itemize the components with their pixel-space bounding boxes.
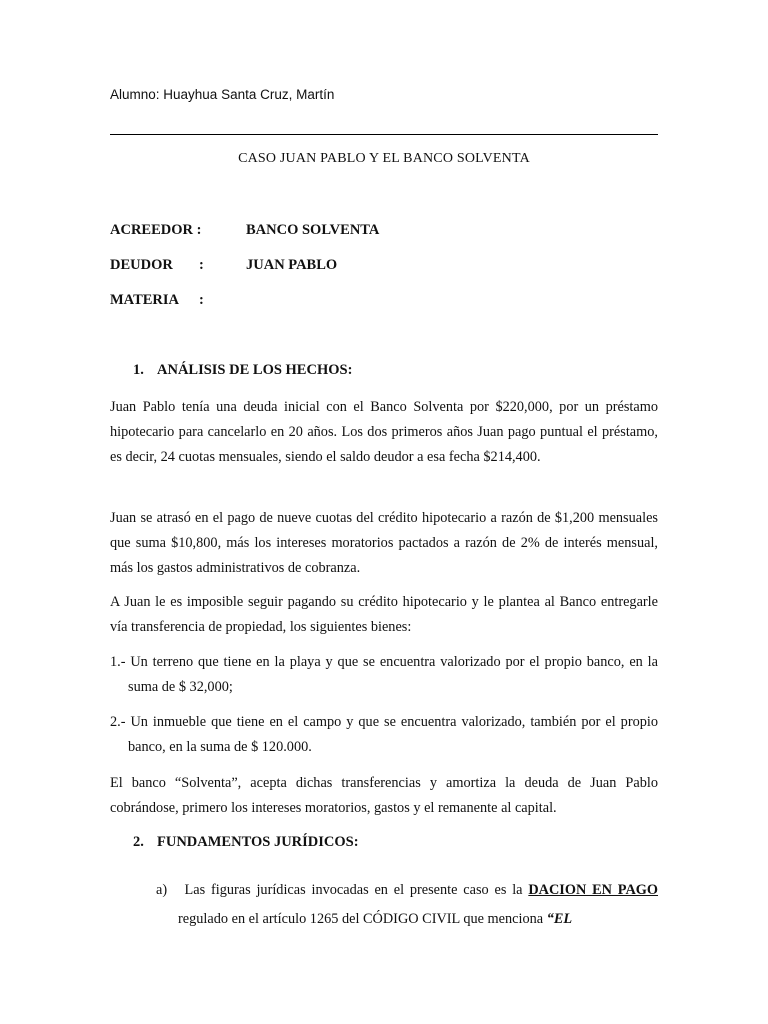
section-heading-2	[133, 834, 359, 851]
list-item: 1.- Un terreno que tiene en la playa y que se encuentra valorizado por el propio banco, en la suma de $ 32,000;	[110, 654, 658, 695]
field-label: DEUDOR	[110, 257, 173, 273]
paragraph: Juan Pablo tenía una deuda inicial con el Banco Solventa por $220,000, por un préstamo hipotecario para cancelarlo en 20 años. Los dos primeros años Juan pago puntual el préstamo, es decir, 24 cuotas mensuales, siendo el saldo deudor a esa fecha $214,400.	[110, 399, 658, 465]
section-number: 1.	[133, 362, 144, 378]
section-title: ANÁLISIS DE LOS HECHOS:	[157, 362, 353, 378]
field-separator: :	[199, 292, 204, 308]
section-heading-1	[133, 362, 352, 379]
section-number: 2.	[133, 834, 144, 850]
legal-term: DACION EN PAGO	[528, 882, 659, 898]
field-acreedor	[110, 222, 379, 239]
paragraph: A Juan le es imposible seguir pagando su crédito hipotecario y le plantea al Banco entregarle vía transferencia de propiedad, los siguientes bienes:	[110, 594, 658, 635]
list-item-a	[156, 876, 658, 934]
item-text: regulado en el artículo 1265 del CÓDIGO CIVIL que menciona	[178, 911, 544, 927]
horizontal-rule	[110, 134, 658, 135]
paragraph: Juan se atrasó en el pago de nueve cuotas del crédito hipotecario a razón de $1,200 mensuales que suma $10,800, más los intereses moratorios pactados a razón de 2% de interés mensual, más los gastos administrativos de cobranza.	[110, 510, 658, 576]
student-name: Alumno: Huayhua Santa Cruz, Martín	[110, 87, 335, 102]
quote-start: “EL	[546, 911, 573, 927]
field-value: BANCO SOLVENTA	[246, 222, 380, 238]
document-title: CASO JUAN PABLO Y EL BANCO SOLVENTA	[238, 151, 530, 166]
field-label: ACREEDOR :	[110, 222, 202, 238]
list-item: 2.- Un inmueble que tiene en el campo y que se encuentra valorizado, también por el propio banco, en la suma de $ 120.000.	[110, 714, 658, 755]
item-text: Las figuras jurídicas invocadas en el presente caso es la	[184, 882, 523, 898]
section-title: FUNDAMENTOS JURÍDICOS:	[157, 834, 359, 850]
field-materia	[110, 292, 204, 309]
field-value: JUAN PABLO	[246, 257, 338, 273]
field-deudor	[110, 257, 337, 274]
field-label: MATERIA	[110, 292, 180, 308]
paragraph: El banco “Solventa”, acepta dichas transferencias y amortiza la deuda de Juan Pablo cobrándose, primero los intereses moratorios, gastos y el remanente al capital.	[110, 775, 658, 816]
field-separator: :	[199, 257, 204, 273]
item-marker: a)	[156, 882, 168, 898]
